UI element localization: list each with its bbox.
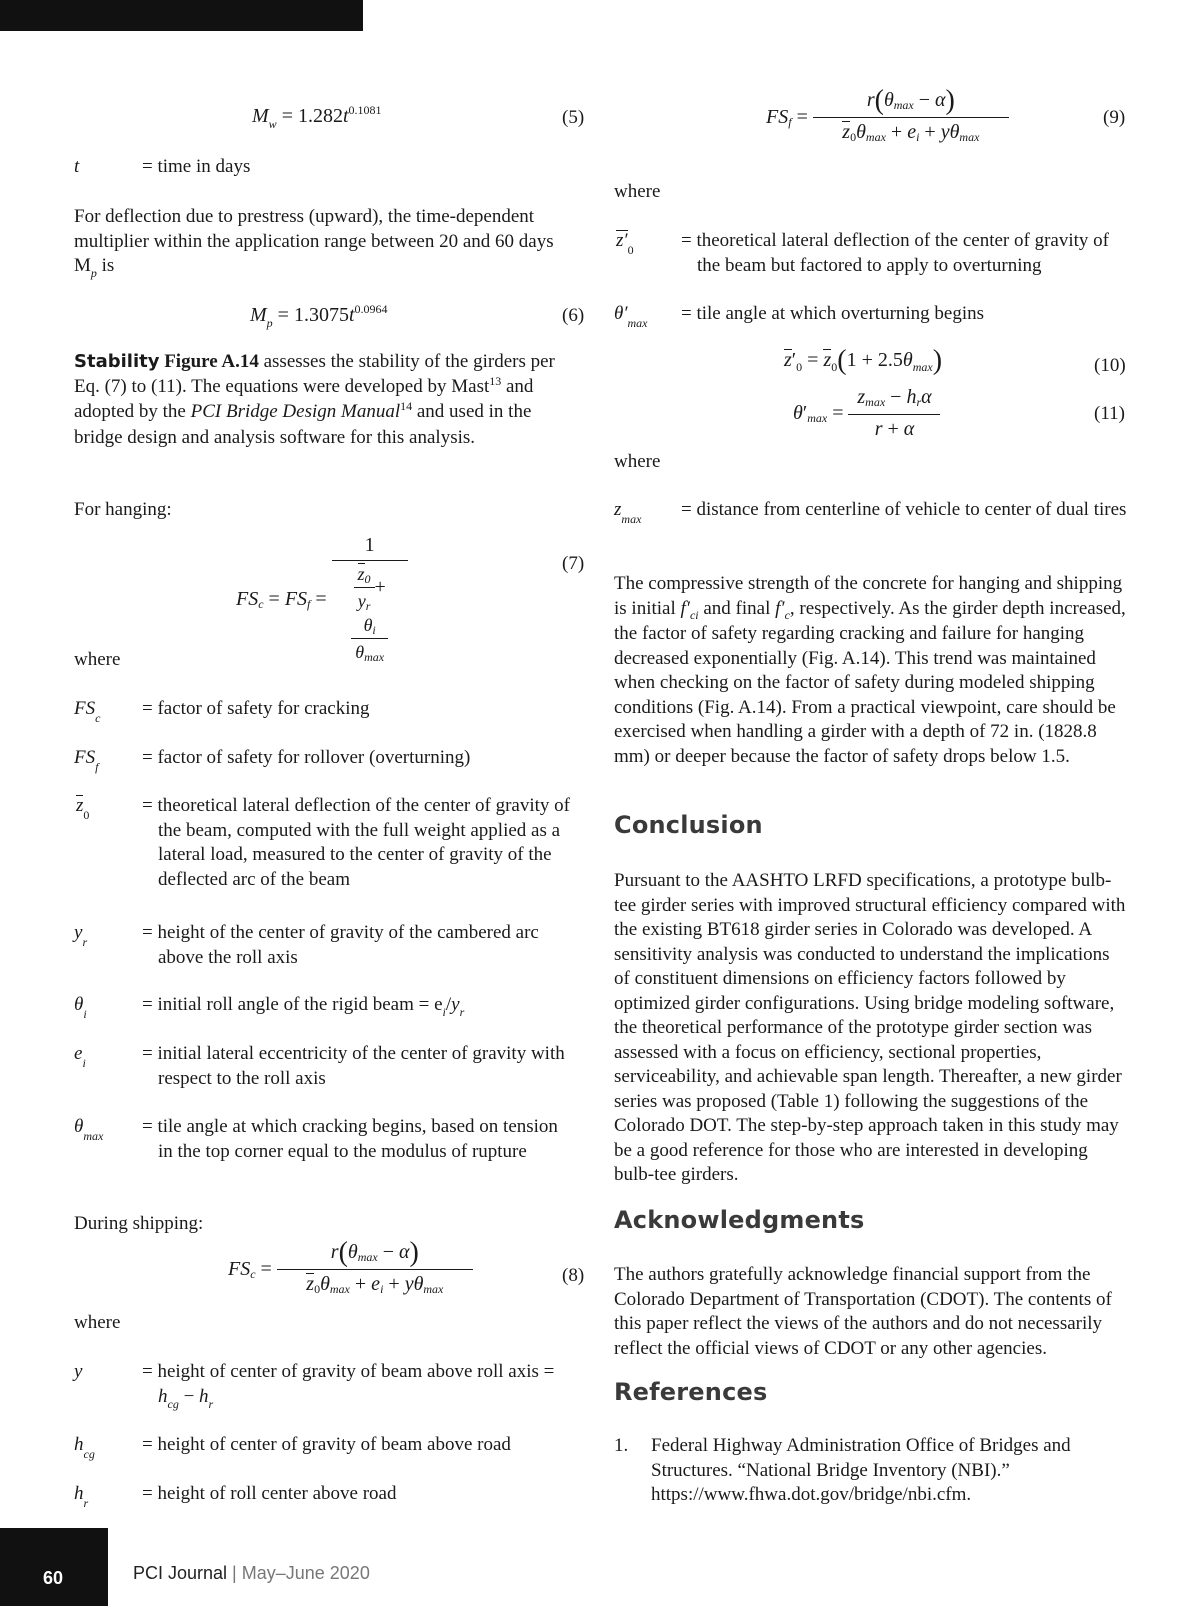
symbol-fs-c: $FS_c$ bbox=[74, 698, 101, 725]
definition-fs-f: = factor of safety for rollover (overturning) bbox=[142, 747, 471, 768]
page-number: 60 bbox=[43, 1568, 64, 1588]
equation-7: FS c = FS f = 1 $\frac{z0}{yr}$ + $\frac{\theta i}{\theta\max}$ bbox=[236, 533, 408, 665]
where-label-4: where bbox=[614, 451, 661, 472]
footer-separator: | bbox=[227, 1563, 242, 1583]
symbol-theta-prime-max: $\theta'_{max}$ bbox=[614, 303, 648, 330]
equation-11: θ ′ max = $\frac{\text{zmax − hrα}}{r + \alpha}$ bbox=[793, 385, 940, 441]
journal-name: PCI Journal bbox=[133, 1563, 228, 1583]
reference-1-number: 1. bbox=[614, 1435, 629, 1456]
stability-lead: Stability bbox=[74, 351, 160, 372]
definition-theta-max: = tile angle at which cracking begins, based on tension in the top corner equal to the modulus of rupture bbox=[142, 1116, 558, 1162]
definition-yr: = height of the center of gravity of the cambered arc above the roll axis bbox=[142, 922, 539, 968]
top-black-bar bbox=[0, 0, 363, 31]
for-hanging-label: For hanging: bbox=[74, 499, 172, 520]
symbol-theta-i: $\theta_i$ bbox=[74, 994, 87, 1021]
during-shipping-label: During shipping: bbox=[74, 1213, 204, 1234]
symbol-t: t bbox=[74, 156, 80, 177]
definition-z-max: = distance from centerline of vehicle to center of dual tires bbox=[681, 499, 1127, 520]
equation-10: $z'_0 = z_0(1 + 2.5\theta_{max})$ bbox=[784, 345, 943, 377]
where-label-3: where bbox=[614, 181, 661, 202]
symbol-z-max: $z_{max}$ bbox=[614, 499, 642, 526]
page-number-block bbox=[0, 1528, 108, 1606]
where-label-2: where bbox=[74, 1312, 121, 1333]
equation-9-number: (9) bbox=[1103, 107, 1126, 128]
footer-journal bbox=[133, 1561, 370, 1586]
issue-date: May–June 2020 bbox=[241, 1563, 370, 1583]
definition-y: = height of center of gravity of beam above roll axis = $h_{cg} - h_r$ bbox=[142, 1361, 555, 1411]
equation-10-number: (10) bbox=[1094, 355, 1126, 376]
symbol-z0: $z_0$ bbox=[76, 795, 90, 822]
conclusion-heading: Conclusion bbox=[614, 811, 763, 839]
stability-paragraph: Stability Figure A.14 assesses the stability of the girders per Eq. (7) to (11). The equations were developed by Mast$^{13}$ and adopted by the PCI Bridge Design Manual$^{14}$ and used in the bridge design and analysis software for this analysis. bbox=[74, 351, 555, 448]
equation-9: FS f = $\frac{r(\theta\max - \alpha)}{z0\theta\max + ei + y\theta\max}$ bbox=[766, 88, 1009, 146]
symbol-theta-max: $\theta_{max}$ bbox=[74, 1116, 104, 1143]
equation-6: $M_p = 1.3075t^{0.0964}$ bbox=[250, 302, 388, 330]
acknowledgments-heading: Acknowledgments bbox=[614, 1206, 865, 1234]
equation-7-number: (7) bbox=[562, 553, 585, 574]
definition-h-r: = height of roll center above road bbox=[142, 1483, 397, 1504]
definition-z0: = theoretical lateral deflection of the center of gravity of the beam, computed with the full weight applied as a lateral load, measured to the center of gravity of the deflected arc of the beam bbox=[142, 795, 570, 890]
definition-fs-c: = factor of safety for cracking bbox=[142, 698, 370, 719]
definition-theta-prime-max: = tile angle at which overturning begins bbox=[681, 303, 985, 324]
definition-h-cg: = height of center of gravity of beam above road bbox=[142, 1434, 511, 1455]
conclusion-paragraph: Pursuant to the AASHTO LRFD specifications, a prototype bulb-tee girder series with improved structural efficiency compared with the existing BT618 girder series in Colorado was developed. A sensitivity analysis was conducted to understand the implications of constituent dimensions on efficiency factors followed by optimized girder configurations. Using bridge modeling software, the theoretical performance of the prototype girder section was assessed with a focus on efficiency, sectional properties, serviceability, and achievable span length. Thereafter, a new girder series was proposed (Table 1) following the suggestions of the Colorado DOT. The step-by-step approach taken in this study may be a good reference for those who are interested in developing bulb-tee girders. bbox=[614, 870, 1126, 1185]
symbol-yr: $y_r$ bbox=[74, 922, 88, 949]
where-label-1: where bbox=[74, 649, 121, 670]
definition-t: = time in days bbox=[142, 156, 251, 177]
symbol-h-r: $h_r$ bbox=[74, 1483, 89, 1510]
symbol-h-cg: $h_{cg}$ bbox=[74, 1434, 95, 1461]
symbol-fs-f: $FS_f$ bbox=[74, 747, 99, 774]
symbol-z0-prime: $z'_0$ bbox=[616, 230, 634, 257]
acknowledgments-paragraph: The authors gratefully acknowledge financial support from the Colorado Department of Transportation (CDOT). The contents of this paper reflect the views of the authors and do not necessarily reflect the official views of CDOT or any other agencies. bbox=[614, 1264, 1112, 1359]
equation-6-number: (6) bbox=[562, 305, 585, 326]
references-heading: References bbox=[614, 1378, 768, 1406]
symbol-y: y bbox=[74, 1361, 83, 1382]
definition-z0-prime: = theoretical lateral deflection of the center of gravity of the beam but factored to apply to overturning bbox=[681, 230, 1109, 276]
deflection-paragraph: For deflection due to prestress (upward), the time-dependent multiplier within the application range between 20 and 60 days $M_p$ is bbox=[74, 206, 554, 280]
reference-1-text: Federal Highway Administration Office of Bridges and Structures. “National Bridge Inventory (NBI).” https://www.fhwa.dot.gov/bridge/nbi.cfm. bbox=[651, 1435, 1071, 1505]
symbol-e-i: $e_i$ bbox=[74, 1043, 86, 1070]
definition-theta-i: = initial roll angle of the rigid beam = $e_i/y_r$ bbox=[142, 994, 465, 1019]
definition-e-i: = initial lateral eccentricity of the center of gravity with respect to the roll axis bbox=[142, 1043, 565, 1089]
compressive-strength-paragraph: The compressive strength of the concrete for hanging and shipping is initial $f'_{ci}$ and final $f'_c$, respectively. As the girder depth increased, the factor of safety regarding cracking and failure for hanging decreased exponentially (Fig. A.14). This trend was maintained when checking on the factor of safety during modeled shipping conditions (Fig. A.14). From a practical viewpoint, care should be exercised when handling a girder with a depth of 72 in. (1828.8 mm) or deeper because the factor of safety drops below 1.5. bbox=[614, 573, 1126, 767]
equation-8-number: (8) bbox=[562, 1265, 585, 1286]
equation-8: FS c = $\frac{r(\theta\max - \alpha)}{z0\theta\max + ei + y\theta\max}$ bbox=[228, 1240, 473, 1298]
equation-5-number: (5) bbox=[562, 107, 585, 128]
equation-11-number: (11) bbox=[1094, 403, 1125, 424]
equation-5: $M_w = 1.282t^{0.1081}$ bbox=[252, 103, 382, 131]
